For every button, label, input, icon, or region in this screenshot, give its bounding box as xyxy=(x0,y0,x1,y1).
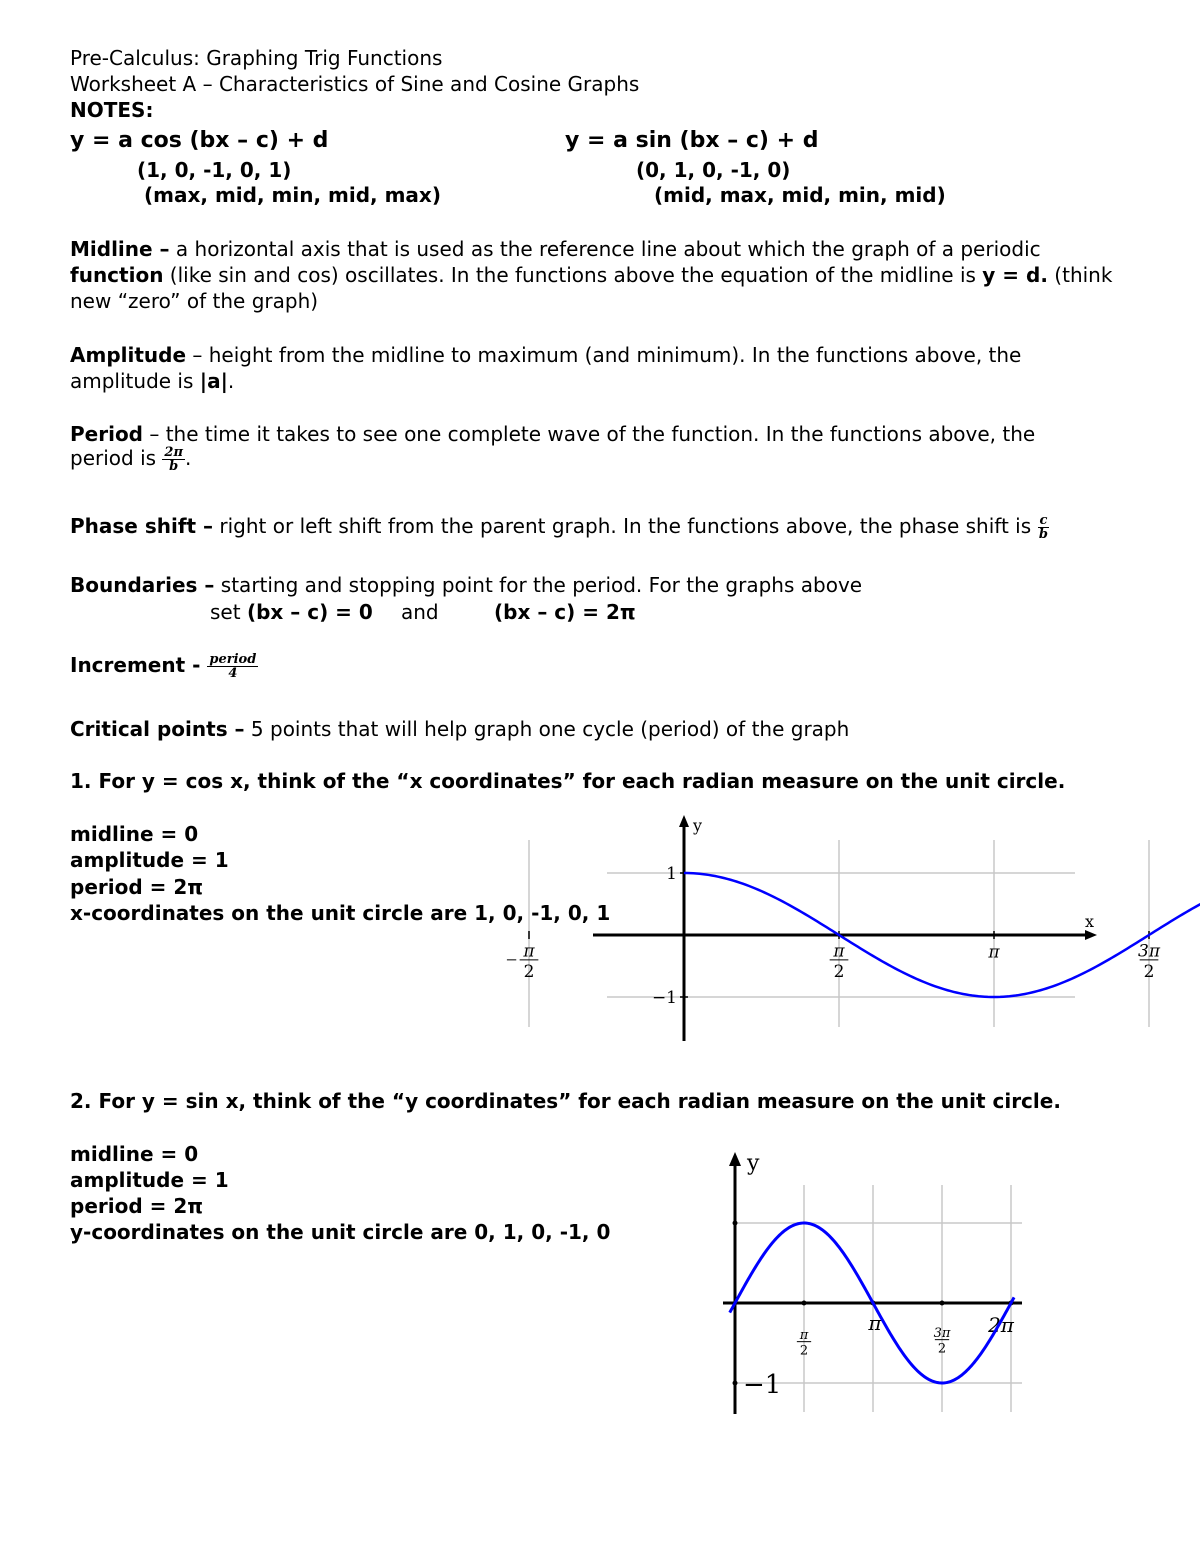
section1-period: period = 2π xyxy=(70,875,204,899)
sine-graph xyxy=(715,1140,1035,1420)
function-term: function xyxy=(70,263,164,287)
section2-amplitude: amplitude = 1 xyxy=(70,1168,229,1192)
y-axis-label: y xyxy=(747,1151,760,1176)
y-tick-label: 1 xyxy=(666,864,677,884)
svg-text:2: 2 xyxy=(799,1343,809,1359)
svg-text:2: 2 xyxy=(523,961,535,982)
cosine-axes xyxy=(529,815,1200,1041)
y-tick-label: −1 xyxy=(743,1370,782,1400)
boundaries-text: starting and stopping point for the period. For the graphs above xyxy=(214,573,863,597)
period-definition xyxy=(70,421,1035,447)
section2-heading: 2. For y = sin x, think of the “y coordinates” for each radian measure on the unit circle. xyxy=(70,1089,1061,1113)
boundaries-eq1: (bx – c) = 0 xyxy=(246,600,373,624)
section2-coords: y-coordinates on the unit circle are 0, 1, 0, -1, 0 xyxy=(70,1220,611,1244)
phase-shift-text: right or left shift from the parent graph. In the functions above, the phase shift is xyxy=(213,514,1038,538)
period-term: Period xyxy=(70,422,143,446)
y-tick xyxy=(733,1221,738,1226)
cos-labels: (max, mid, min, mid, max) xyxy=(144,183,441,207)
x-tick-label xyxy=(1138,941,1161,981)
svg-text:3π: 3π xyxy=(1138,941,1160,962)
period-definition-line2 xyxy=(70,445,191,473)
cos-equation: y = a cos (bx – c) + d xyxy=(70,128,329,153)
midline-text: a horizontal axis that is used as the reference line about which the graph of a periodic xyxy=(169,237,1041,261)
section2-period: period = 2π xyxy=(70,1194,204,1218)
boundaries-and: and xyxy=(401,600,439,624)
section1-midline: midline = 0 xyxy=(70,822,199,846)
x-axis-arrow xyxy=(1085,930,1097,940)
x-tick-label xyxy=(830,941,849,981)
y-axis-label: y xyxy=(693,816,703,835)
x-tick-label xyxy=(987,942,1000,962)
amplitude-text: – height from the midline to maximum (and minimum). In the functions above, the xyxy=(186,343,1022,367)
svg-text:2: 2 xyxy=(1143,961,1155,982)
x-tick-label xyxy=(507,941,538,981)
x-tick-label: 2π xyxy=(988,1313,1014,1337)
boundaries-set xyxy=(210,599,373,625)
x-tick xyxy=(802,1301,807,1306)
phase-shift-fraction: $\frac{c}{b}$ xyxy=(1038,513,1049,542)
x-tick-label xyxy=(797,1328,811,1359)
y-tick xyxy=(733,1381,738,1386)
sin-values: (0, 1, 0, -1, 0) xyxy=(636,158,791,182)
midline-text3: (think xyxy=(1047,263,1113,287)
y-axis-arrow xyxy=(679,815,689,827)
svg-text:3π: 3π xyxy=(933,1326,951,1342)
y-axis-arrow xyxy=(729,1152,741,1166)
svg-text:2: 2 xyxy=(937,1341,947,1357)
svg-text:π: π xyxy=(799,1328,809,1344)
y-tick-label: −1 xyxy=(651,988,677,1008)
period-text: – the time it takes to see one complete wave of the function. In the functions above, the xyxy=(143,422,1036,446)
section1-coords: x-coordinates on the unit circle are 1, 0, -1, 0, 1 xyxy=(70,901,611,925)
critical-points-definition xyxy=(70,716,849,742)
notes-label: NOTES: xyxy=(70,98,154,122)
svg-text:π: π xyxy=(988,942,1000,963)
increment-term: Increment - xyxy=(70,653,208,677)
svg-text:π: π xyxy=(833,941,845,962)
section1-amplitude: amplitude = 1 xyxy=(70,848,229,872)
section2-midline: midline = 0 xyxy=(70,1142,199,1166)
critical-points-text: 5 points that will help graph one cycle (period) of the graph xyxy=(244,717,850,741)
boundaries-definition xyxy=(70,572,862,598)
amplitude-definition xyxy=(70,342,1021,368)
course-title: Pre-Calculus: Graphing Trig Functions xyxy=(70,46,443,70)
midline-term: Midline – xyxy=(70,237,170,261)
boundaries-term: Boundaries – xyxy=(70,573,215,597)
svg-text:2: 2 xyxy=(833,961,845,982)
phase-shift-term: Phase shift – xyxy=(70,514,214,538)
amplitude-term: Amplitude xyxy=(70,343,187,367)
cosine-tick-labels xyxy=(507,816,1200,1008)
sin-labels: (mid, max, mid, min, mid) xyxy=(654,183,946,207)
increment-fraction: $\frac{\text{period}}{4}$ xyxy=(209,652,257,681)
x-tick-label xyxy=(934,1326,951,1357)
phase-shift-definition xyxy=(70,513,1049,541)
period-end: . xyxy=(184,446,192,470)
boundaries-eq2: (bx – c) = 2π xyxy=(494,600,636,624)
boundaries-set-label: set xyxy=(210,600,247,624)
sin-equation: y = a sin (bx – c) + d xyxy=(565,128,819,153)
amplitude-definition-line2 xyxy=(70,368,234,394)
midline-definition xyxy=(70,236,1041,262)
cosine-graph xyxy=(523,805,1160,1050)
amplitude-text2: amplitude is xyxy=(70,369,200,393)
svg-text:π: π xyxy=(523,941,535,962)
cos-values: (1, 0, -1, 0, 1) xyxy=(137,158,292,182)
midline-definition-line2 xyxy=(70,262,1112,288)
x-axis-label: x xyxy=(1085,912,1095,931)
critical-points-term: Critical points – xyxy=(70,717,245,741)
period-fraction: $\frac{2\pi}{b}$ xyxy=(164,445,183,474)
midline-text2: (like sin and cos) oscillates. In the functions above the equation of the midline is xyxy=(163,263,983,287)
worksheet-title: Worksheet A – Characteristics of Sine and Cosine Graphs xyxy=(70,72,640,96)
period-text2: period is xyxy=(70,446,163,470)
midline-definition-line3: new “zero” of the graph) xyxy=(70,289,319,313)
x-tick-label: π xyxy=(868,1311,882,1335)
increment-definition xyxy=(70,652,258,680)
amplitude-value: |a| xyxy=(199,369,228,393)
x-tick xyxy=(940,1301,945,1306)
midline-equation: y = d. xyxy=(982,263,1048,287)
amplitude-end: . xyxy=(227,369,235,393)
section1-heading: 1. For y = cos x, think of the “x coordinates” for each radian measure on the unit circle. xyxy=(70,769,1066,793)
